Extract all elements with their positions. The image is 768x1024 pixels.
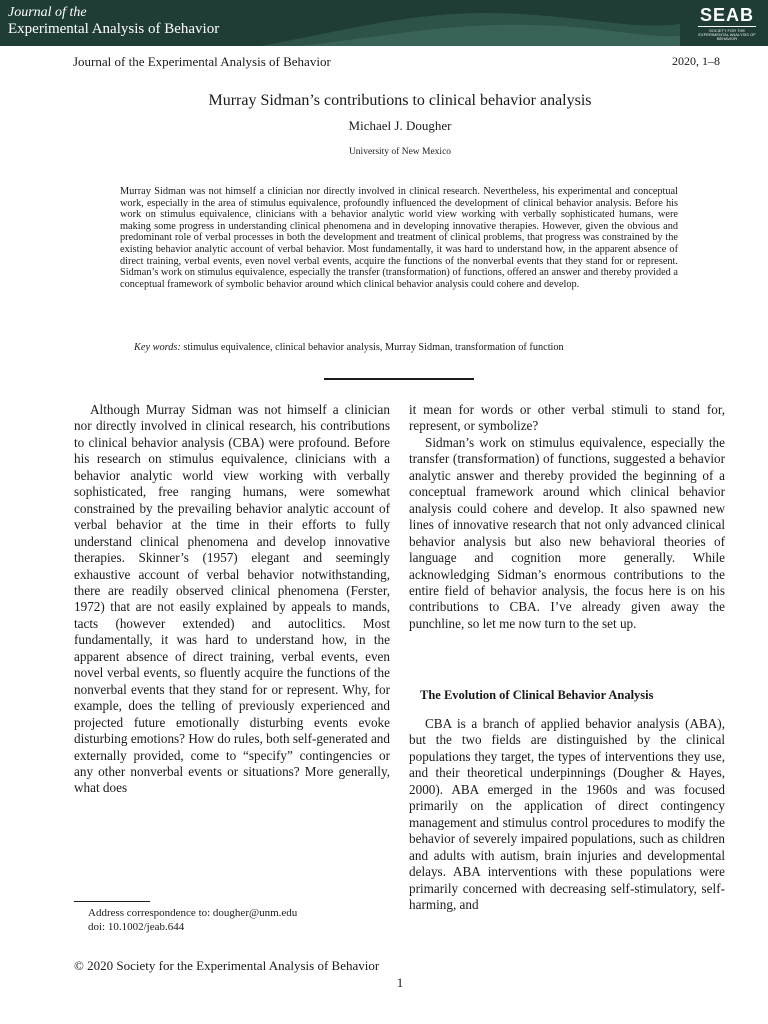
banner-wave-graphic	[260, 0, 680, 46]
footnote	[88, 907, 297, 934]
seab-logo-subtitle: SOCIETY FOR THE EXPERIMENTAL ANALYSIS OF BEHAVIOR	[698, 28, 756, 41]
copyright-notice: © 2020 Society for the Experimental Analysis of Behavior	[74, 958, 380, 973]
abstract-separator	[324, 378, 474, 380]
article-author: Michael J. Dougher	[348, 118, 452, 133]
body-paragraph: it mean for words or other verbal stimuli to stand for, represent, or symbolize?	[409, 402, 725, 434]
body-right-column-top	[409, 402, 725, 632]
body-paragraph: CBA is a branch of applied behavior analysis (ABA), but the two fields are distinguished by the clinical populations they target, the types of interventions they use, and their theoretical underpinnings (Dougher & Hayes, 2000). ABA emerged in the 1960s and was focused primarily on the application of direct contingency management and stimulus control procedures to modify the behavior of severely impaired populations, such as children and adults with autism, brain injuries and developmental delays. ABA interventions with these populations were primarily concerned with decreasing self-stimulatory, self-harming, and	[409, 716, 725, 912]
body-right-column-bottom	[409, 716, 725, 913]
running-head: Journal of the Experimental Analysis of Behavior	[73, 54, 331, 69]
footnote-address: Address correspondence to: dougher@unm.edu	[88, 907, 298, 919]
footnote-rule	[74, 901, 150, 902]
body-paragraph: Sidman’s work on stimulus equivalence, especially the transfer (transformation) of functions, suggested a behavior analytic answer and thereby provided the beginning of a conceptual framework around which clinical behavior analysis could cohere and develop. It also spawned new lines of innovative research that not only advanced clinical behavior analysis but also new behavioral theories of language and cognition more generally. While acknowledging Sidman’s enormous contributions to the entire field of behavior analysis, the focus here is on his contributions to CBA. I’ve already given away the punchline, so let me now turn to the set up.	[409, 434, 725, 631]
keywords-line	[120, 342, 680, 354]
banner-journal-line2: Experimental Analysis of Behavior	[8, 21, 220, 37]
year-pages: 2020, 1–8	[672, 54, 720, 68]
banner-journal-line1: Journal of the	[8, 5, 87, 20]
journal-banner	[0, 0, 768, 46]
footnote-doi: doi: 10.1002/jeab.644	[88, 920, 185, 933]
article-title: Murray Sidman’s contributions to clinical behavior analysis	[208, 92, 592, 109]
keywords-text: stimulus equivalence, clinical behavior analysis, Murray Sidman, transformation of function	[183, 342, 564, 353]
keywords-label: Key words:	[134, 342, 181, 353]
author-affiliation: University of New Mexico	[348, 147, 452, 157]
seab-logo-divider	[698, 26, 756, 27]
body-paragraph: Although Murray Sidman was not himself a clinician nor directly involved in clinical research, his contributions to clinical behavior analysis (CBA) were profound. Before his research on stimulus equivalence, clinicians with a behavior analytic world view working with verbally sophisticated, free ranging humans, were somewhat constrained by the prevailing behavior analytic account of verbal behavior at the time in their efforts to fully understand clinical phenomena and develop innovative therapies. Skinner’s (1957) elegant and seemingly exhaustive account of verbal behavior notwithstanding, there are readily observed clinical phenomena (Ferster, 1972) that are not easily explained by appeals to mands, tacts (however extended) and autoclitics. Most fundamentally, it was hard to understand how, in the apparent absence of direct training, verbal events, even novel verbal events, so fluently acquire the functions of the nonverbal events that they stand for or represent. Why, for example, does the telling of previously experienced and projected future emotionally disturbing events evoke disturbing emotions? How do rules, both self-generated and externally provided, come to “specify” contingencies or any other nonverbal events or situations? More generally, what does	[74, 402, 390, 796]
seab-logo	[694, 6, 760, 41]
abstract: Murray Sidman was not himself a clinician nor directly involved in clinical research. Nevertheless, his experimental and conceptual work, especially in the area of stimulus equivalence, profoundly influenced the development of clinical behavior analysis. Before his work on stimulus equivalence, clinicians with a behavior analytic world view working with verbally sophisticated humans, were making some progress in understanding clinical phenomena and in developing innovative therapies. However, given the obvious and predominant role of verbal processes in both the development and treatment of clinical problems, that progress was constrained by the existing behavior analytic account of verbal behavior. Most fundamentally, it was hard to understand how, in the apparent absence of direct training, verbal events, even novel verbal events, acquire the functions of the nonverbal events that they stand for or represent. Sidman’s work on stimulus equivalence, especially the transfer (transformation) of functions, offered an answer and thereby provided a conceptual framework of symbolic behavior around which clinical behavior analysis could cohere and develop.	[120, 186, 678, 290]
page-number: 1	[396, 975, 404, 990]
seab-logo-text: SEAB	[699, 5, 754, 25]
section-heading: The Evolution of Clinical Behavior Analysis	[420, 688, 654, 702]
body-left-column	[74, 402, 390, 797]
